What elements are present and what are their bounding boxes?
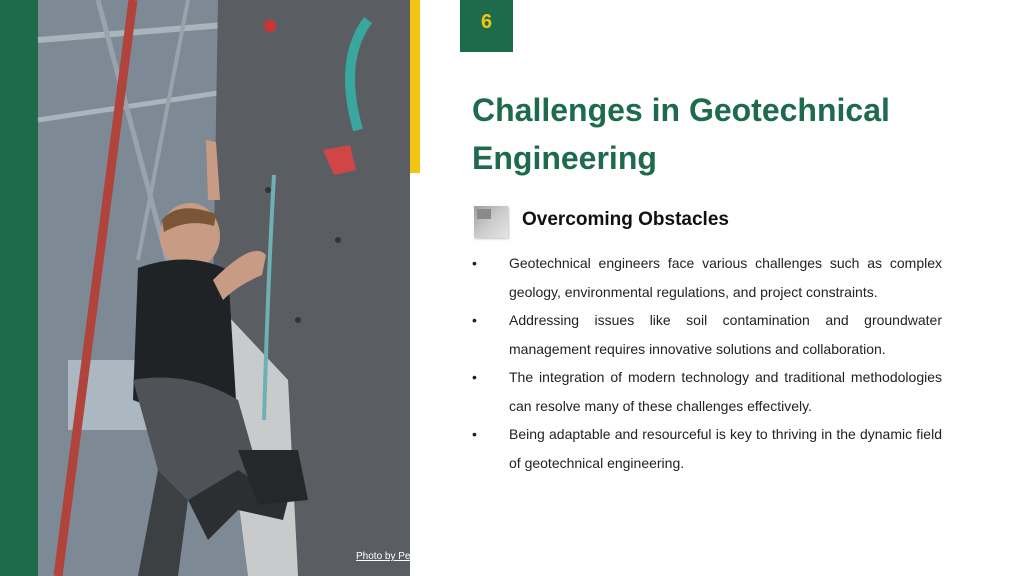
bullet-icon: •: [472, 312, 477, 328]
bullet-icon: •: [472, 426, 477, 442]
page-number-badge: 6: [460, 0, 513, 52]
bullet-text: Being adaptable and resourceful is key to thriving in the dynamic field of geotechnical engineering.: [509, 426, 942, 471]
bullet-text: Geotechnical engineers face various challenges such as complex geology, environmental regulations, and project constraints.: [509, 255, 942, 300]
list-item: [470, 420, 942, 477]
bullet-icon: •: [472, 369, 477, 385]
climber-illustration: [38, 0, 410, 576]
bullet-icon: •: [472, 255, 477, 271]
bullet-list: [470, 249, 942, 477]
bullet-text: The integration of modern technology and traditional methodologies can resolve many of these challenges effectively.: [509, 369, 942, 414]
subheading: Overcoming Obstacles: [522, 209, 729, 230]
list-item: [470, 363, 942, 420]
bullet-text: Addressing issues like soil contamination and groundwater management requires innovative solutions and collaboration.: [509, 312, 942, 357]
climber-photo: [38, 0, 429, 576]
list-item: [470, 306, 942, 363]
yellow-accent-bar: [410, 0, 420, 173]
image-thumbnail-icon: [474, 206, 508, 238]
list-item: [470, 249, 942, 306]
left-green-bar: [0, 0, 38, 576]
slide-title: Challenges in Geotechnical Engineering: [472, 92, 890, 176]
photo-credit-link[interactable]: Photo by Pexels: [356, 551, 429, 562]
